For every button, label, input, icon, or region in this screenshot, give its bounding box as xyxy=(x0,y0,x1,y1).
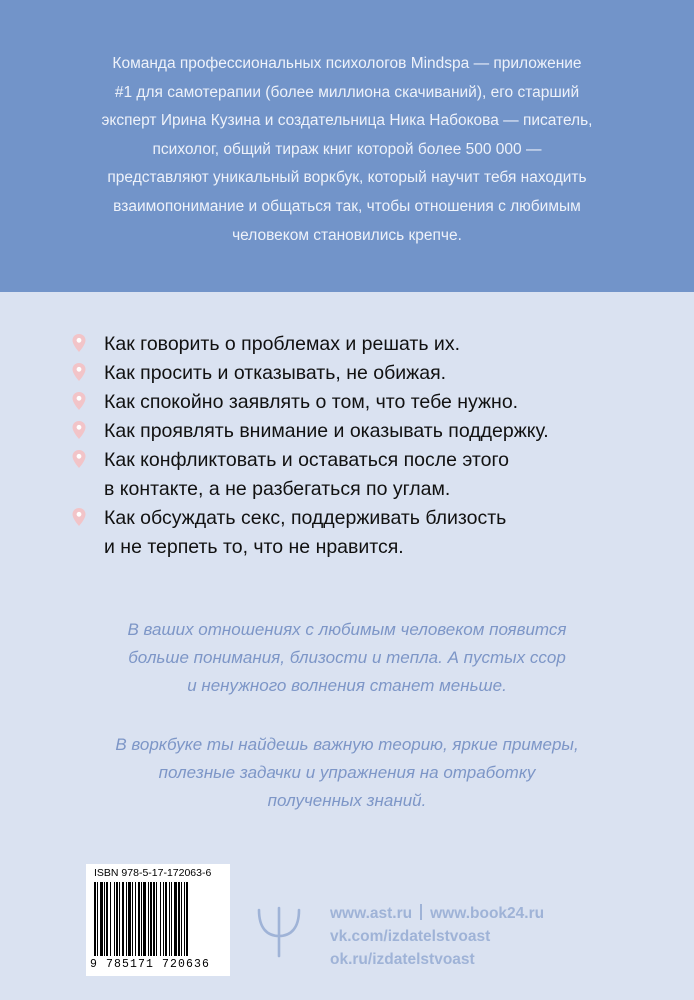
divider xyxy=(420,904,422,920)
list-item xyxy=(0,330,694,359)
barcode-bar xyxy=(160,882,161,956)
barcode-bar xyxy=(135,882,136,956)
barcode-bar xyxy=(156,882,157,956)
italic-line: и ненужного волнения станет меньше. xyxy=(187,676,507,695)
barcode-bar xyxy=(122,882,124,956)
barcode-bar xyxy=(184,882,185,956)
barcode-bar xyxy=(165,882,167,956)
barcode-bar xyxy=(148,882,149,956)
italic-line: полезные задачки и упражнения на отработку xyxy=(158,763,536,782)
intro-line: взаимопонимание и общаться так, чтобы отношения с любимым xyxy=(113,197,581,215)
location-pin-icon xyxy=(72,363,86,381)
location-pin-icon xyxy=(72,508,86,526)
workbook-contents-text xyxy=(40,731,654,815)
barcode-bar xyxy=(141,882,142,956)
list-item xyxy=(0,504,694,562)
location-pin-icon xyxy=(72,334,86,352)
publisher-links xyxy=(330,902,544,971)
list-item-text: Как проявлять внимание и оказывать поддержку. xyxy=(104,420,549,442)
location-pin-icon xyxy=(72,392,86,410)
barcode-bar xyxy=(110,882,111,956)
benefits-list xyxy=(0,330,694,562)
list-item xyxy=(0,388,694,417)
barcode-bar xyxy=(104,882,105,956)
barcode-bar xyxy=(94,882,96,956)
list-item-text: в контакте, а не разбегаться по углам. xyxy=(104,478,451,500)
barcode-image xyxy=(92,882,224,958)
link-ast[interactable]: www.ast.ru xyxy=(330,905,413,922)
barcode-bar xyxy=(169,882,170,956)
barcode-bar xyxy=(174,882,177,956)
barcode-bar xyxy=(153,882,155,956)
intro-line: человеком становились крепче. xyxy=(232,226,462,244)
list-item-text: Как обсуждать секс, поддерживать близость xyxy=(104,507,507,529)
link-ok[interactable]: ok.ru/izdatelstvoast xyxy=(330,951,475,968)
intro-line: Команда профессиональных психологов Mindspa — приложение xyxy=(112,55,582,72)
barcode-bar xyxy=(119,882,120,956)
italic-line: В воркбуке ты найдешь важную теорию, яркие примеры, xyxy=(115,735,579,754)
psi-logo-icon xyxy=(255,906,303,958)
isbn-barcode-box xyxy=(86,864,230,976)
list-item xyxy=(0,446,694,504)
barcode-bar xyxy=(132,882,133,956)
barcode-bar xyxy=(128,882,131,956)
list-item-text: Как говорить о проблемах и решать их. xyxy=(104,333,460,355)
location-pin-icon xyxy=(72,450,86,468)
barcode-bar xyxy=(106,882,108,956)
italic-line: В ваших отношениях с любимым человеком появится xyxy=(127,620,567,639)
barcode-bar xyxy=(138,882,140,956)
list-item-text: и не терпеть то, что не нравится. xyxy=(104,536,404,558)
barcode-bar xyxy=(178,882,180,956)
list-item xyxy=(0,417,694,446)
barcode-bar xyxy=(126,882,127,956)
list-item-text: Как просить и отказывать, не обижая. xyxy=(104,362,447,384)
barcode-bar xyxy=(163,882,164,956)
barcode-bar xyxy=(97,882,98,956)
intro-line: представляют уникальный воркбук, который научит тебя находить xyxy=(107,169,587,187)
link-book24[interactable]: www.book24.ru xyxy=(430,905,545,922)
barcode-digits: 9 785171 720636 xyxy=(90,958,211,971)
location-pin-icon xyxy=(72,421,86,439)
intro-line: #1 для самотерапии (более миллиона скачиваний), его старший xyxy=(114,83,580,101)
italic-line: полученных знаний. xyxy=(267,791,427,810)
isbn-label: ISBN 978-5-17-172063-6 xyxy=(94,867,212,879)
barcode-bar xyxy=(100,882,103,956)
barcode-bar xyxy=(171,882,172,956)
link-vk[interactable]: vk.com/izdatelstvoast xyxy=(330,928,491,945)
intro-text xyxy=(40,50,654,250)
barcode-bar xyxy=(186,882,188,956)
relationship-promise-text xyxy=(40,616,654,700)
intro-line: психолог, общий тираж книг которой более 500 000 — xyxy=(152,140,542,158)
barcode-bar xyxy=(116,882,118,956)
list-item-text: Как спокойно заявлять о том, что тебе нужно. xyxy=(104,391,519,413)
list-item xyxy=(0,359,694,388)
italic-line: больше понимания, близости и тепла. А пустых ссор xyxy=(128,648,566,667)
barcode-bar xyxy=(150,882,152,956)
barcode-bar xyxy=(181,882,182,956)
intro-line: эксперт Ирина Кузина и создательница Ника Набокова — писатель, xyxy=(101,112,593,130)
barcode-bar xyxy=(114,882,115,956)
barcode-bar xyxy=(143,882,146,956)
list-item-text: Как конфликтовать и оставаться после этого xyxy=(104,449,510,471)
